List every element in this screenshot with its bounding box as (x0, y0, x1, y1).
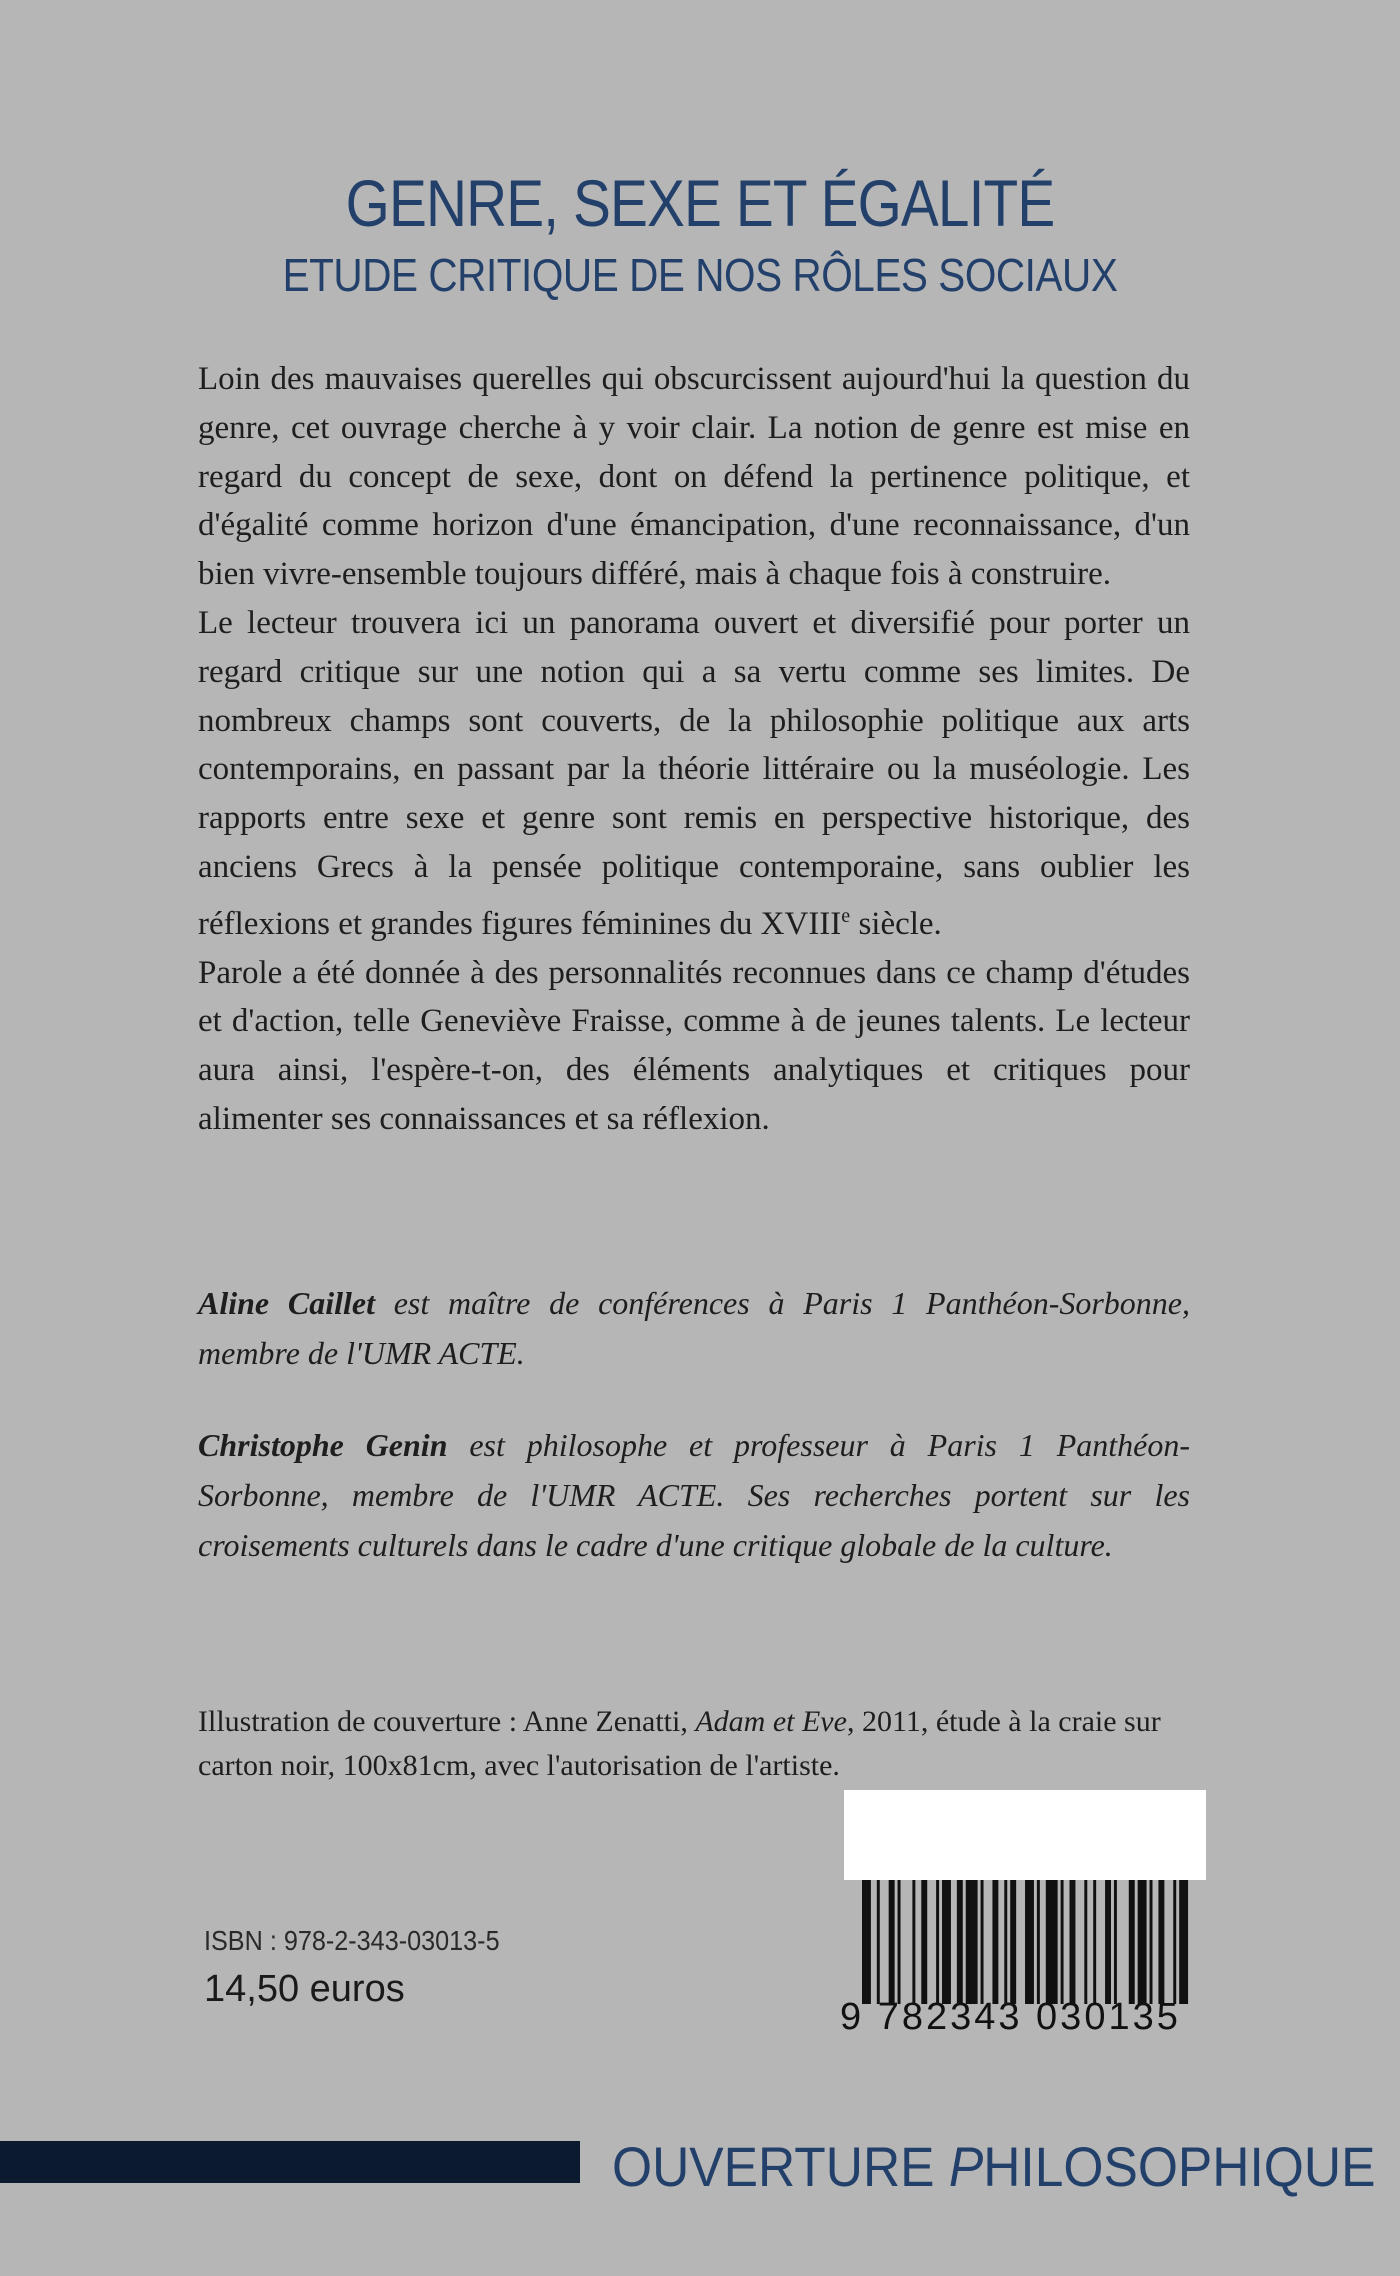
book-description (198, 355, 1190, 1144)
century-superscript: e (841, 904, 851, 927)
author-bio-text: est maître de conférences à Paris 1 Panthéon-Sorbonne, membre de l'UMR ACTE. (198, 1285, 1191, 1371)
author-bio-1 (198, 1278, 1190, 1378)
series-name-part3: HILOSOPHIQUE (983, 2135, 1376, 2198)
author-name: Christophe Genin (198, 1427, 448, 1463)
author-name: Aline Caillet (198, 1285, 375, 1321)
series-name-italic-letter: P (948, 2135, 984, 2198)
barcode-digits: 9 782343 030135 (840, 1996, 1181, 2038)
price-sticker-area (844, 1790, 1206, 1880)
credit-work-title: Adam et Eve (695, 1705, 847, 1738)
series-name-part1: OUVERTURE (612, 2135, 949, 2198)
description-paragraph-2-end: siècle. (850, 905, 942, 942)
illustration-credit (198, 1700, 1190, 1788)
book-title: GENRE, SEXE ET ÉGALITÉ (345, 166, 1055, 240)
credit-prefix: Illustration de couverture : Anne Zenatti, (198, 1705, 696, 1738)
price: 14,50 euros (204, 1968, 405, 2010)
author-bio-text: est philosophe et professeur à Paris 1 Panthéon-Sorbonne, membre de l'UMR ACTE. Ses recherches portent sur les croisements culturels dans le cadre d'une critique globale de la culture. (198, 1427, 1190, 1563)
description-paragraph-2 (198, 599, 1190, 949)
description-paragraph-3: Parole a été donnée à des personnalités reconnues dans ce champ d'études et d'action, telle Geneviève Fraisse, comme à de jeunes talents. Le lecteur aura ainsi, l'espère-t-on, des éléments analytiques et critiques pour alimenter ses connaissances et sa réflexion. (198, 954, 1190, 1137)
barcode-icon (862, 1880, 1194, 2004)
credit-suffix: , 2011, étude à la craie sur carton noir, 100x81cm, avec l'autorisation de l'artiste. (198, 1705, 1161, 1782)
isbn: ISBN : 978-2-343-03013-5 (204, 1925, 500, 1956)
series-name (612, 2134, 1375, 2199)
description-paragraph-1: Loin des mauvaises querelles qui obscurcissent aujourd'hui la question du genre, cet ouvrage cherche à y voir clair. La notion de genre est mise en regard du concept de sexe, dont on défend la pertinence politique, et d'égalité comme horizon d'une émancipation, d'une reconnaissance, d'un bien vivre-ensemble toujours différé, mais à chaque fois à construire. (198, 361, 1190, 593)
series-bar (0, 2141, 580, 2183)
author-bio-2 (198, 1420, 1190, 1570)
description-paragraph-2-text: Le lecteur trouvera ici un panorama ouvert et diversifié pour porter un regard critique sur une notion qui a sa vertu comme ses limites. De nombreux champs sont couverts, de la philosophie politique aux arts contemporains, en passant par la théorie littéraire ou la muséologie. Les rapports entre sexe et genre sont remis en perspective historique, des anciens Grecs à la pensée politique contemporaine, sans oublier les réflexions et grandes figures féminines du XVIII (198, 604, 1190, 942)
book-subtitle: ETUDE CRITIQUE DE NOS RÔLES SOCIAUX (282, 249, 1118, 301)
